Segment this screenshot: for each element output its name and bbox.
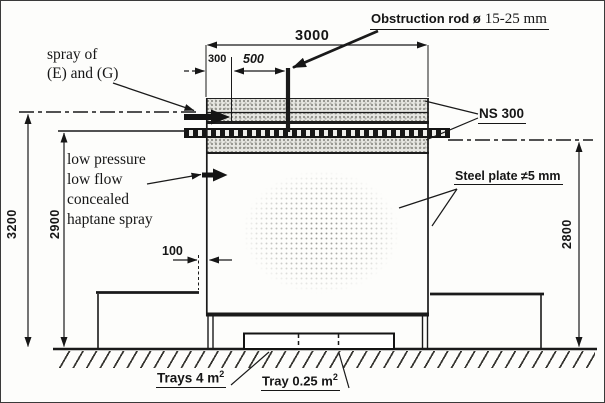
concealed-spray-line2: low flow <box>67 171 123 188</box>
tray-025m2-sup: 2 <box>332 372 338 382</box>
obstruction-rod-label <box>370 10 549 30</box>
steel-plate-leader-b <box>432 189 457 226</box>
spray-label-line2: (E) and (G) <box>47 65 119 82</box>
concealed-spray-label <box>67 150 153 230</box>
concealed-spray-line4: haptane spray <box>67 211 153 228</box>
dim-300-label: 300 <box>208 53 227 65</box>
dim-2800-label: 2800 <box>560 219 574 249</box>
dim-500-label: 500 <box>243 52 264 66</box>
dim-3000-label: 3000 <box>295 28 330 44</box>
spray-label-leader <box>113 83 194 111</box>
trays-4m2-label <box>156 369 226 388</box>
concealed-spray-leader <box>147 175 201 185</box>
ns300-label: NS 300 <box>478 106 526 124</box>
tray-025m2-text: Tray 0.25 m <box>262 373 333 389</box>
trays-4m2-text: Trays 4 m <box>157 370 220 386</box>
obstruction-rod-label-size: 15-25 mm <box>484 11 547 27</box>
tray-025m2-label <box>261 372 340 391</box>
tray-025m2-leader <box>339 353 349 388</box>
ns300-leader-lower <box>426 118 478 140</box>
dim-100-label: 100 <box>162 244 183 258</box>
dim-2900-label: 2900 <box>48 209 62 239</box>
spray-label-line1: spray of <box>47 46 98 63</box>
steel-plate-label: Steel plate ≠5 mm <box>454 169 563 185</box>
tray-4m2-outline <box>244 334 394 350</box>
concealed-flow-arrow <box>202 169 228 182</box>
concealed-spray-line3: concealed <box>67 191 129 208</box>
obstruction-rod-label-prefix: Obstruction rod ø <box>371 11 481 26</box>
dim-3200-label: 3200 <box>5 209 19 239</box>
ns300-leader-upper <box>425 101 478 114</box>
trays-4m2-sup: 2 <box>219 369 225 379</box>
concealed-spray-line1: low pressure <box>67 151 146 168</box>
spray-label <box>47 45 118 83</box>
